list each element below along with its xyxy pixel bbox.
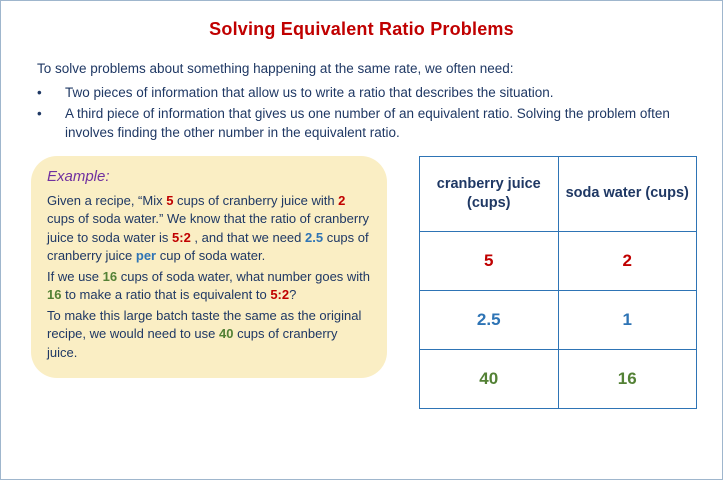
- ratio-table-container: [419, 156, 697, 409]
- example-ratio: 5:2: [172, 229, 191, 245]
- cell-cranberry-3: 40: [420, 349, 559, 408]
- example-number: 2: [338, 192, 346, 208]
- table-header: [420, 156, 697, 231]
- intro-lead: To solve problems about something happening at the same rate, we often need:: [37, 61, 514, 76]
- example-text: cups of soda water, what number goes with: [117, 268, 371, 284]
- example-text: ?: [289, 287, 297, 303]
- example-text: Given a recipe, “Mix: [47, 192, 167, 208]
- cell-cranberry-2: 2.5: [420, 290, 559, 349]
- intro-section: [37, 60, 694, 142]
- example-number: 5: [166, 192, 174, 208]
- bullet-item-1: [37, 84, 694, 102]
- table-header-row: [420, 156, 697, 231]
- bullet-text-2: A third piece of information that gives us one number of an equivalent ratio. Solving the problem often involves finding the other number in the equivalent ratio.: [65, 106, 670, 140]
- example-ratio: 5:2: [270, 287, 290, 303]
- bullet-marker: •: [37, 85, 42, 101]
- example-text: cup of soda water.: [156, 248, 266, 264]
- bullet-text-1: Two pieces of information that allow us to write a ratio that describes the situation.: [65, 85, 554, 101]
- table-row: [420, 231, 697, 290]
- example-text: , and that we need: [190, 229, 306, 245]
- example-paragraph-2: [47, 268, 371, 305]
- example-number: 2.5: [305, 229, 324, 245]
- example-text: If we use: [47, 268, 103, 284]
- lower-content: [1, 156, 722, 456]
- cell-soda-1: 2: [558, 231, 697, 290]
- column-header-cranberry: cranberry juice (cups): [420, 156, 559, 231]
- example-text: cups of soda water.” We know that the ratio of cranberry juice to soda water is: [47, 211, 370, 245]
- example-text: to make a ratio that is equivalent to: [61, 287, 271, 303]
- table-body: [420, 231, 697, 408]
- example-number: 40: [219, 326, 234, 342]
- cell-soda-3: 16: [558, 349, 697, 408]
- table-row: [420, 349, 697, 408]
- ratio-table: [419, 156, 697, 409]
- bullet-marker: •: [37, 106, 42, 122]
- example-emphasis: per: [135, 248, 157, 264]
- bullet-item-2: [37, 105, 694, 141]
- example-text: To make this large batch taste the same as the original recipe, we would need to use: [47, 307, 362, 342]
- cell-cranberry-1: 5: [420, 231, 559, 290]
- example-paragraph-3: [47, 307, 371, 362]
- example-callout: [31, 156, 387, 378]
- cell-soda-2: 1: [558, 290, 697, 349]
- example-label: Example:: [47, 167, 110, 185]
- column-header-soda: soda water (cups): [558, 156, 697, 231]
- example-text: cups of cranberry juice with: [173, 192, 339, 208]
- table-row: [420, 290, 697, 349]
- example-text: cups of cranberry juice: [47, 229, 369, 264]
- example-number: 16: [47, 287, 62, 303]
- page-title: Solving Equivalent Ratio Problems: [209, 19, 514, 39]
- example-number: 16: [102, 268, 118, 284]
- example-paragraph-1: [47, 192, 371, 266]
- example-text: cups of cranberry juice.: [47, 326, 338, 360]
